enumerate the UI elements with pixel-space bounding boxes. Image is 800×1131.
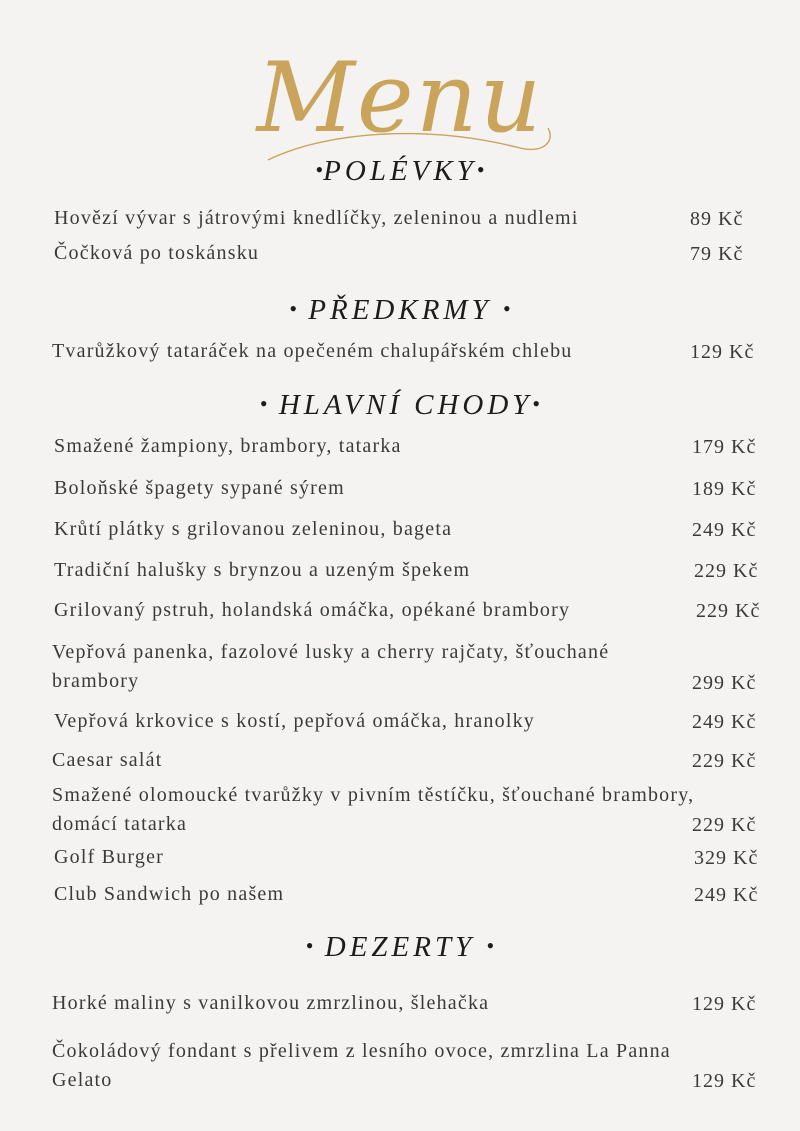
menu-item: Čokoládový fondant s přelivem z lesního ovoce, zmrzlina La Panna Gelato: [52, 1040, 671, 1091]
menu-item: Grilovaný pstruh, holandská omáčka, opékané brambory: [54, 599, 571, 621]
menu-item: Golf Burger: [54, 846, 165, 868]
item-price: 129 Kč: [692, 1070, 757, 1092]
section-title: PŘEDKRMY: [308, 294, 492, 326]
section-heading-predkrmy: • PŘEDKRMY •: [289, 294, 511, 326]
item-price: 229 Kč: [694, 560, 759, 582]
menu-item: Tvarůžkový tataráček na opečeném chalupářském chlebu: [52, 340, 573, 362]
item-price: 249 Kč: [692, 711, 757, 733]
item-price: 229 Kč: [692, 814, 757, 836]
item-price: 189 Kč: [692, 478, 757, 500]
item-price: 299 Kč: [692, 672, 757, 694]
section-heading-hlavni: • HLAVNÍ CHODY•: [259, 389, 541, 421]
menu-item: Čočková po toskánsku: [54, 242, 260, 264]
menu-title: Menu: [256, 42, 544, 154]
menu-item: Tradiční halušky s brynzou a uzeným špekem: [54, 559, 471, 581]
section-heading-polevky: •POLÉVKY•: [315, 155, 485, 187]
item-price: 229 Kč: [692, 750, 757, 772]
item-price: 229 Kč: [696, 600, 761, 622]
menu-item: Krůtí plátky s grilovanou zeleninou, bageta: [54, 518, 453, 540]
item-price: 89 Kč: [690, 208, 744, 230]
menu-item: Smažené žampiony, brambory, tatarka: [54, 435, 402, 457]
item-price: 79 Kč: [690, 243, 744, 265]
menu-item: Boloňské špagety sypané sýrem: [54, 477, 345, 499]
section-heading-dezerty: • DEZERTY •: [305, 931, 495, 963]
menu-item: Hovězí vývar s játrovými knedlíčky, zeleninou a nudlemi: [54, 207, 579, 229]
section-title: DEZERTY: [324, 931, 476, 963]
menu-item: Vepřová panenka, fazolové lusky a cherry rajčaty, šťouchané brambory: [52, 641, 610, 692]
section-title: HLAVNÍ CHODY: [278, 389, 533, 421]
menu-item: Caesar salát: [52, 749, 163, 771]
item-price: 129 Kč: [690, 341, 755, 363]
item-price: 129 Kč: [692, 993, 757, 1015]
menu-header: [0, 20, 800, 170]
section-title: POLÉVKY: [323, 155, 477, 187]
menu-item: Horké maliny s vanilkovou zmrzlinou, šlehačka: [52, 992, 490, 1014]
item-price: 249 Kč: [692, 519, 757, 541]
menu-item: Vepřová krkovice s kostí, pepřová omáčka, hranolky: [54, 710, 535, 732]
menu-item: Smažené olomoucké tvarůžky v pivním těstíčku, šťouchané brambory, domácí tatarka: [52, 784, 695, 835]
item-price: 329 Kč: [694, 847, 759, 869]
item-price: 249 Kč: [694, 884, 759, 906]
menu-item: Club Sandwich po našem: [54, 883, 285, 905]
item-price: 179 Kč: [692, 436, 757, 458]
